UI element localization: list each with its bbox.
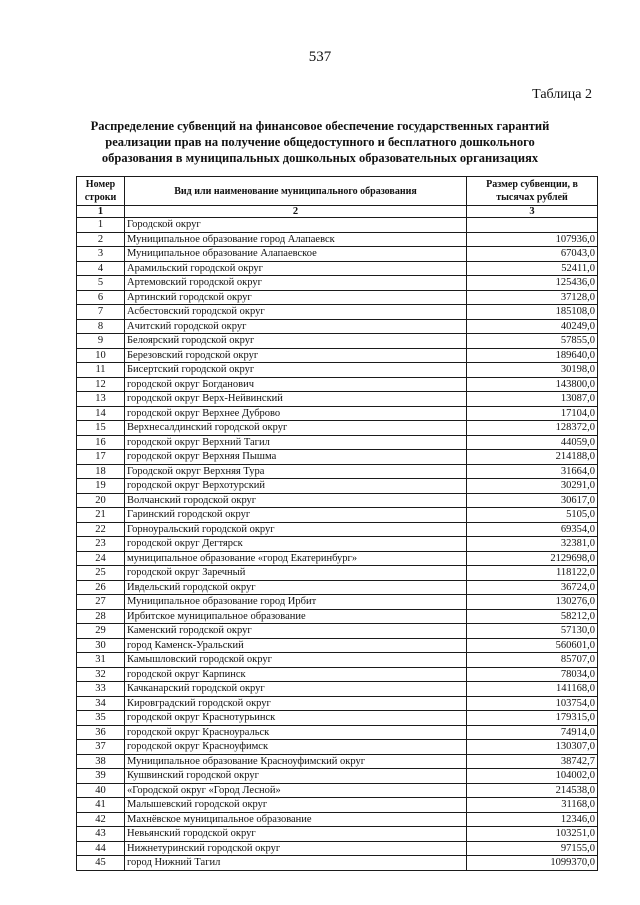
row-number: 13 <box>77 392 125 407</box>
row-number: 10 <box>77 348 125 363</box>
municipality-name: городской округ Верхняя Пышма <box>125 450 467 465</box>
row-number: 25 <box>77 566 125 581</box>
table-label: Таблица 2 <box>532 87 592 102</box>
row-number: 31 <box>77 653 125 668</box>
row-number: 43 <box>77 827 125 842</box>
table-row <box>77 551 598 566</box>
municipality-name: Асбестовский городской округ <box>125 305 467 320</box>
row-number: 45 <box>77 856 125 871</box>
subvention-amount: 13087,0 <box>467 392 598 407</box>
table-row <box>77 247 598 262</box>
row-number: 14 <box>77 406 125 421</box>
row-number: 44 <box>77 841 125 856</box>
municipality-name: городской округ Красноуфимск <box>125 740 467 755</box>
table-row <box>77 348 598 363</box>
row-number: 41 <box>77 798 125 813</box>
subvention-amount: 57130,0 <box>467 624 598 639</box>
municipality-name: Камышловский городской округ <box>125 653 467 668</box>
table-row <box>77 769 598 784</box>
row-number: 34 <box>77 696 125 711</box>
row-number: 26 <box>77 580 125 595</box>
row-number: 15 <box>77 421 125 436</box>
table-row <box>77 305 598 320</box>
table-row <box>77 667 598 682</box>
row-number: 32 <box>77 667 125 682</box>
row-number: 4 <box>77 261 125 276</box>
title-line: Распределение субвенций на финансовое обеспечение государственных гарантий <box>90 119 550 133</box>
table-row <box>77 566 598 581</box>
subvention-amount: 103251,0 <box>467 827 598 842</box>
municipality-name: муниципальное образование «город Екатеринбург» <box>125 551 467 566</box>
table-row <box>77 522 598 537</box>
row-number: 39 <box>77 769 125 784</box>
municipality-name: Каменский городской округ <box>125 624 467 639</box>
table-row <box>77 392 598 407</box>
municipality-name: Малышевский городской округ <box>125 798 467 813</box>
row-number: 27 <box>77 595 125 610</box>
subvention-amount: 128372,0 <box>467 421 598 436</box>
table-row <box>77 435 598 450</box>
table-row <box>77 508 598 523</box>
row-number: 19 <box>77 479 125 494</box>
row-number: 33 <box>77 682 125 697</box>
subventions-table <box>76 176 598 871</box>
municipality-name: Березовский городской округ <box>125 348 467 363</box>
municipality-name: Муниципальное образование Красноуфимский округ <box>125 754 467 769</box>
municipality-name: Бисертский городской округ <box>125 363 467 378</box>
table-row <box>77 798 598 813</box>
subvention-amount: 69354,0 <box>467 522 598 537</box>
row-number: 22 <box>77 522 125 537</box>
subvention-amount: 1099370,0 <box>467 856 598 871</box>
subvention-amount: 97155,0 <box>467 841 598 856</box>
municipality-name: «Городской округ «Город Лесной» <box>125 783 467 798</box>
header-municipality: Вид или наименование муниципального образования <box>125 177 467 206</box>
row-number: 1 <box>77 218 125 233</box>
subvention-amount: 130307,0 <box>467 740 598 755</box>
table-row <box>77 783 598 798</box>
municipality-name: городской округ Карпинск <box>125 667 467 682</box>
row-number: 36 <box>77 725 125 740</box>
subvention-amount: 107936,0 <box>467 232 598 247</box>
page-number: 537 <box>308 49 332 65</box>
row-number: 5 <box>77 276 125 291</box>
subvention-amount: 103754,0 <box>467 696 598 711</box>
header-amount: Размер субвенции, в тысячах рублей <box>467 177 598 206</box>
municipality-name: городской округ Верхний Тагил <box>125 435 467 450</box>
subvention-amount: 31664,0 <box>467 464 598 479</box>
table-row <box>77 334 598 349</box>
municipality-name: Горноуральский городской округ <box>125 522 467 537</box>
subvention-amount: 74914,0 <box>467 725 598 740</box>
municipality-name: Артинский городской округ <box>125 290 467 305</box>
subvention-amount: 189640,0 <box>467 348 598 363</box>
municipality-name: Муниципальное образование город Алапаевск <box>125 232 467 247</box>
municipality-name: город Каменск-Уральский <box>125 638 467 653</box>
municipality-name: Ачитский городской округ <box>125 319 467 334</box>
table-row <box>77 653 598 668</box>
column-number: 3 <box>467 206 598 218</box>
municipality-name: Качканарский городской округ <box>125 682 467 697</box>
row-number: 3 <box>77 247 125 262</box>
subvention-amount: 57855,0 <box>467 334 598 349</box>
municipality-name: Городской округ Верхняя Тура <box>125 464 467 479</box>
subvention-amount: 5105,0 <box>467 508 598 523</box>
municipality-name: город Нижний Тагил <box>125 856 467 871</box>
municipality-name: Гаринский городской округ <box>125 508 467 523</box>
table-row <box>77 856 598 871</box>
subvention-amount: 185108,0 <box>467 305 598 320</box>
table-row <box>77 363 598 378</box>
row-number: 2 <box>77 232 125 247</box>
municipality-name: Махнёвское муниципальное образование <box>125 812 467 827</box>
row-number: 29 <box>77 624 125 639</box>
title-line: образования в муниципальных дошкольных образовательных организациях <box>101 151 539 165</box>
row-number: 18 <box>77 464 125 479</box>
table-row <box>77 725 598 740</box>
municipality-name: Белоярский городской округ <box>125 334 467 349</box>
subvention-amount: 30198,0 <box>467 363 598 378</box>
table-row <box>77 696 598 711</box>
column-number: 2 <box>125 206 467 218</box>
row-number: 21 <box>77 508 125 523</box>
row-number: 35 <box>77 711 125 726</box>
table-row <box>77 218 598 233</box>
municipality-name: Муниципальное образование город Ирбит <box>125 595 467 610</box>
subvention-amount: 143800,0 <box>467 377 598 392</box>
row-number: 20 <box>77 493 125 508</box>
table-row <box>77 421 598 436</box>
subvention-amount: 58212,0 <box>467 609 598 624</box>
table-row <box>77 580 598 595</box>
table-row <box>77 276 598 291</box>
table-row <box>77 624 598 639</box>
table-row <box>77 232 598 247</box>
subvention-amount: 40249,0 <box>467 319 598 334</box>
row-number: 37 <box>77 740 125 755</box>
municipality-name: городской округ Верх-Нейвинский <box>125 392 467 407</box>
row-number: 11 <box>77 363 125 378</box>
subvention-amount: 2129698,0 <box>467 551 598 566</box>
subvention-amount: 214538,0 <box>467 783 598 798</box>
subvention-amount: 30617,0 <box>467 493 598 508</box>
subvention-amount: 52411,0 <box>467 261 598 276</box>
subvention-amount: 30291,0 <box>467 479 598 494</box>
municipality-name: Ивдельский городской округ <box>125 580 467 595</box>
table-row <box>77 595 598 610</box>
row-number: 16 <box>77 435 125 450</box>
subvention-amount: 214188,0 <box>467 450 598 465</box>
municipality-name: городской округ Богданович <box>125 377 467 392</box>
table-body <box>77 218 598 871</box>
subvention-amount: 85707,0 <box>467 653 598 668</box>
header-row-number: Номер строки <box>77 177 125 206</box>
table-row <box>77 319 598 334</box>
table-row <box>77 682 598 697</box>
table-row <box>77 290 598 305</box>
subvention-amount: 78034,0 <box>467 667 598 682</box>
municipality-name: Кировградский городской округ <box>125 696 467 711</box>
municipality-name: Ирбитское муниципальное образование <box>125 609 467 624</box>
row-number: 28 <box>77 609 125 624</box>
subvention-amount: 104002,0 <box>467 769 598 784</box>
municipality-name: Кушвинский городской округ <box>125 769 467 784</box>
subvention-amount: 118122,0 <box>467 566 598 581</box>
row-number: 8 <box>77 319 125 334</box>
table-row <box>77 740 598 755</box>
table-row <box>77 464 598 479</box>
row-number: 40 <box>77 783 125 798</box>
subvention-amount: 179315,0 <box>467 711 598 726</box>
table-row <box>77 638 598 653</box>
table-row <box>77 812 598 827</box>
subvention-amount: 130276,0 <box>467 595 598 610</box>
subvention-amount: 12346,0 <box>467 812 598 827</box>
table-row <box>77 754 598 769</box>
table-row <box>77 609 598 624</box>
municipality-name: Верхнесалдинский городской округ <box>125 421 467 436</box>
subvention-amount: 38742,7 <box>467 754 598 769</box>
row-number: 42 <box>77 812 125 827</box>
document-title <box>70 118 570 166</box>
subvention-amount: 37128,0 <box>467 290 598 305</box>
subvention-amount: 17104,0 <box>467 406 598 421</box>
municipality-name: Нижнетуринский городской округ <box>125 841 467 856</box>
row-number: 6 <box>77 290 125 305</box>
subvention-amount: 32381,0 <box>467 537 598 552</box>
subvention-amount: 141168,0 <box>467 682 598 697</box>
subvention-amount: 31168,0 <box>467 798 598 813</box>
subvention-amount: 36724,0 <box>467 580 598 595</box>
municipality-name: городской округ Верхотурский <box>125 479 467 494</box>
row-number: 24 <box>77 551 125 566</box>
municipality-name: городской округ Краснотурьинск <box>125 711 467 726</box>
table-row <box>77 406 598 421</box>
municipality-name: Невьянский городской округ <box>125 827 467 842</box>
table-row <box>77 479 598 494</box>
row-number: 9 <box>77 334 125 349</box>
title-line: реализации прав на получение общедоступного и бесплатного дошкольного <box>105 135 535 149</box>
municipality-name: Волчанский городской округ <box>125 493 467 508</box>
table-row <box>77 537 598 552</box>
subvention-amount: 44059,0 <box>467 435 598 450</box>
row-number: 12 <box>77 377 125 392</box>
table-row <box>77 827 598 842</box>
row-number: 17 <box>77 450 125 465</box>
table-row <box>77 841 598 856</box>
table-row <box>77 377 598 392</box>
row-number: 38 <box>77 754 125 769</box>
municipality-name: Городской округ <box>125 218 467 233</box>
municipality-name: Муниципальное образование Алапаевское <box>125 247 467 262</box>
table-row <box>77 493 598 508</box>
subvention-amount: 560601,0 <box>467 638 598 653</box>
municipality-name: Артемовский городской округ <box>125 276 467 291</box>
row-number: 7 <box>77 305 125 320</box>
municipality-name: городской округ Дегтярск <box>125 537 467 552</box>
table-row <box>77 261 598 276</box>
subvention-amount <box>467 218 598 233</box>
municipality-name: городской округ Верхнее Дуброво <box>125 406 467 421</box>
table-row <box>77 711 598 726</box>
municipality-name: Арамильский городской округ <box>125 261 467 276</box>
column-number: 1 <box>77 206 125 218</box>
subvention-amount: 125436,0 <box>467 276 598 291</box>
municipality-name: городской округ Красноуральск <box>125 725 467 740</box>
row-number: 23 <box>77 537 125 552</box>
table-row <box>77 450 598 465</box>
row-number: 30 <box>77 638 125 653</box>
municipality-name: городской округ Заречный <box>125 566 467 581</box>
subvention-amount: 67043,0 <box>467 247 598 262</box>
